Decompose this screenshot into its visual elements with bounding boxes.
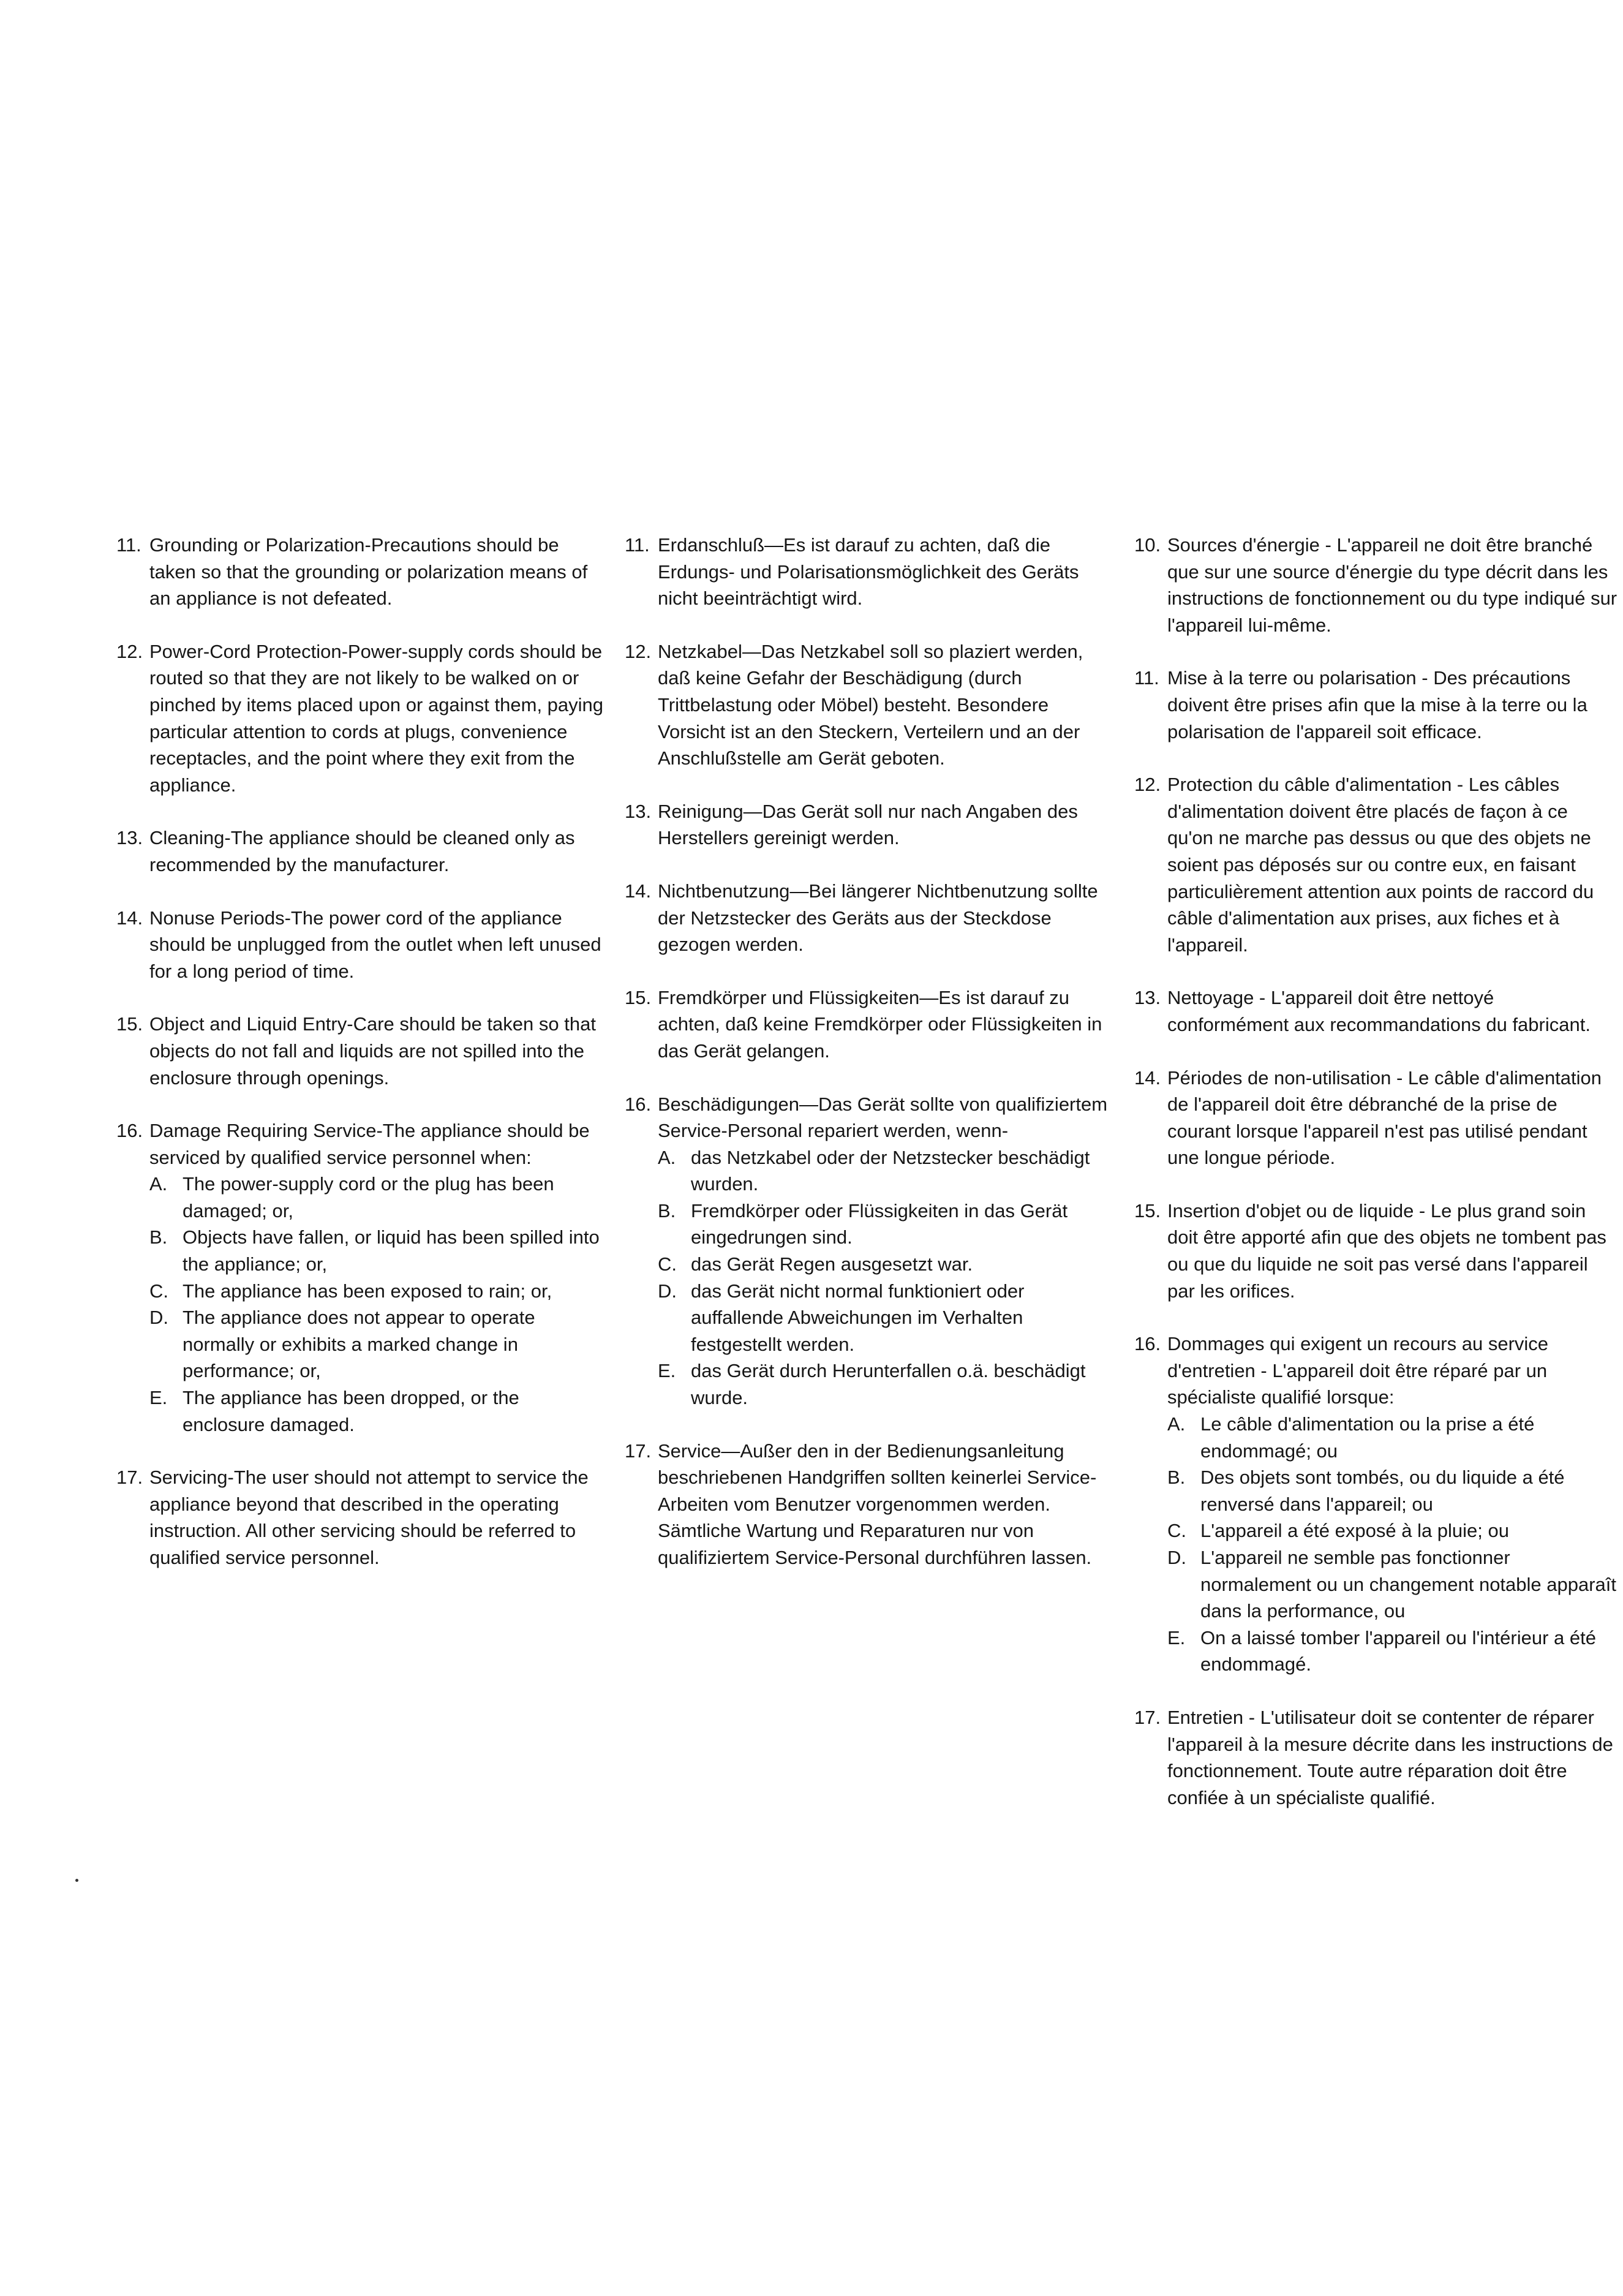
- instruction-text: [1134, 665, 1618, 745]
- sub-letter: E.: [658, 1360, 676, 1382]
- item-text: Sources d'énergie - L'appareil ne doit être branché que sur une source d'énergie du type décrit dans les instructions de fonctionnement ou du type indiqué sur l'appareil lui-même.: [1167, 534, 1617, 636]
- item-number: 15.: [1134, 1199, 1161, 1222]
- instruction-item: [1134, 984, 1618, 1038]
- instruction-text: [625, 1438, 1115, 1571]
- sub-text: das Gerät nicht normal funktioniert oder auffallende Abweichungen im Verhalten festgestellt werden.: [691, 1280, 1025, 1355]
- sub-letter: B.: [658, 1199, 676, 1222]
- item-number: 14.: [1134, 1067, 1161, 1089]
- item-text: Netzkabel—Das Netzkabel soll so plaziert werden, daß keine Gefahr der Beschädigung (durch Trittbelastung oder Möbel) besteht. Besondere Vorsicht ist an den Steckern, Verteilern und an der Anschlußstelle am Gerät geboten.: [658, 640, 1083, 769]
- instruction-text: [116, 1011, 606, 1091]
- instruction-item: [625, 984, 1115, 1065]
- item-text: Nonuse Periods-The power cord of the appliance should be unplugged from the outlet when left unused for a long period of time.: [149, 907, 601, 982]
- item-text: Damage Requiring Service-The appliance should be serviced by qualified service personnel when:: [149, 1120, 590, 1168]
- item-number: 11.: [625, 534, 650, 556]
- sub-item: [625, 1278, 1115, 1358]
- instruction-text: [1134, 532, 1618, 638]
- instruction-item: [625, 1438, 1115, 1571]
- sub-list: [1134, 1411, 1618, 1678]
- sub-item: [1134, 1464, 1618, 1517]
- item-number: 11.: [1134, 667, 1159, 689]
- item-text: Mise à la terre ou polarisation - Des précautions doivent être prises afin que la mise à la terre ou la polarisation de l'appareil soit efficace.: [1167, 667, 1587, 742]
- sub-text: The appliance has been dropped, or the enclosure damaged.: [183, 1387, 519, 1435]
- instruction-item: [116, 1464, 606, 1571]
- sub-item: [625, 1198, 1115, 1251]
- item-number: 13.: [625, 800, 652, 822]
- instruction-text: [1134, 1065, 1618, 1171]
- instruction-text: [625, 798, 1115, 852]
- instruction-item: [1134, 771, 1618, 958]
- item-number: 13.: [116, 827, 143, 849]
- instruction-item: [1134, 1065, 1618, 1171]
- instruction-text: [1134, 1331, 1618, 1411]
- item-number: 15.: [625, 986, 652, 1008]
- item-number: 12.: [1134, 774, 1161, 796]
- sub-text: The power-supply cord or the plug has been damaged; or,: [183, 1173, 554, 1222]
- instruction-item: [1134, 665, 1618, 745]
- sub-text: On a laissé tomber l'appareil ou l'intérieur a été endommagé.: [1200, 1626, 1596, 1675]
- instruction-text: [1134, 1704, 1618, 1811]
- instruction-item: [625, 1091, 1115, 1411]
- instruction-item: [1134, 1704, 1618, 1811]
- sub-text: The appliance does not appear to operate normally or exhibits a marked change in performance; or,: [183, 1307, 535, 1382]
- sub-list: [625, 1144, 1115, 1411]
- item-text: Object and Liquid Entry-Care should be taken so that objects do not fall and liquids are not spilled into the enclosure through openings.: [149, 1013, 596, 1089]
- instruction-item: [116, 638, 606, 799]
- sub-text: Le câble d'alimentation ou la prise a été endommagé; ou: [1200, 1413, 1535, 1462]
- item-text: Protection du câble d'alimentation - Les câbles d'alimentation doivent être placés de façon à ce qu'on ne marche pas dessus ou que des objets ne soient pas déposés sur ou contre eux, en faisant particulièrement attention aux points de raccord du câble d'alimentation aux prises, aux fiches et à l'appareil.: [1167, 774, 1594, 956]
- instruction-text: [1134, 1198, 1618, 1304]
- instruction-text: [116, 905, 606, 985]
- sub-letter: C.: [1167, 1520, 1186, 1542]
- instruction-text: [116, 532, 606, 612]
- sub-item: [1134, 1517, 1618, 1544]
- item-text: Reinigung—Das Gerät soll nur nach Angaben des Herstellers gereinigt werden.: [658, 800, 1078, 849]
- sub-letter: C.: [149, 1280, 168, 1302]
- sub-item: [1134, 1544, 1618, 1625]
- sub-item: [116, 1304, 606, 1384]
- sub-item: [625, 1144, 1115, 1198]
- item-text: Insertion d'objet ou de liquide - Le plus grand soin doit être apporté afin que des objets ne tombent pas ou que du liquide ne soit pas versé dans l'appareil par les orifices.: [1167, 1199, 1606, 1302]
- scan-speck: [75, 1879, 78, 1882]
- item-text: Grounding or Polarization-Precautions should be taken so that the grounding or polarization means of an appliance is not defeated.: [149, 534, 588, 610]
- sub-letter: D.: [1167, 1547, 1186, 1568]
- instruction-text: [116, 638, 606, 799]
- item-number: 12.: [625, 640, 652, 662]
- item-text: Cleaning-The appliance should be cleaned only as recommended by the manufacturer.: [149, 827, 575, 875]
- item-text: Power-Cord Protection-Power-supply cords should be routed so that they are not likely to be walked on or pinched by items placed upon or against them, paying particular attention to cords at plugs, convenience receptacles, and the point where they exit from the appliance.: [149, 640, 604, 796]
- item-number: 14.: [116, 907, 143, 929]
- german-column: [625, 532, 1115, 1598]
- sub-text: Des objets sont tombés, ou du liquide a été renversé dans l'appareil; ou: [1200, 1467, 1565, 1515]
- instruction-item: [116, 1117, 606, 1438]
- sub-item: [1134, 1411, 1618, 1464]
- sub-item: [116, 1224, 606, 1277]
- instruction-item: [1134, 1198, 1618, 1304]
- instruction-item: [625, 532, 1115, 612]
- sub-text: das Gerät Regen ausgesetzt war.: [691, 1253, 973, 1275]
- sub-text: L'appareil ne semble pas fonctionner normalement ou un changement notable apparaît dans la performance, ou: [1200, 1547, 1617, 1622]
- instruction-item: [116, 905, 606, 985]
- item-text: Servicing-The user should not attempt to service the appliance beyond that described in the operating instruction. All other servicing should be referred to qualified service personnel.: [149, 1467, 589, 1568]
- sub-item: [116, 1384, 606, 1438]
- item-text: Erdanschluß—Es ist darauf zu achten, daß die Erdungs- und Polarisationsmöglichkeit des Geräts nicht beeinträchtigt wird.: [658, 534, 1079, 610]
- sub-list: [116, 1171, 606, 1438]
- english-column: [116, 532, 606, 1598]
- item-number: 16.: [1134, 1333, 1161, 1355]
- instruction-item: [116, 532, 606, 612]
- item-number: 13.: [1134, 987, 1161, 1009]
- sub-text: L'appareil a été exposé à la pluie; ou: [1200, 1520, 1510, 1542]
- item-text: Dommages qui exigent un recours au service d'entretien - L'appareil doit être réparé par un spécialiste qualifié lorsque:: [1167, 1333, 1549, 1408]
- instruction-text: [625, 532, 1115, 612]
- sub-letter: C.: [658, 1253, 677, 1275]
- sub-letter: A.: [658, 1146, 676, 1168]
- sub-letter: E.: [149, 1387, 168, 1409]
- sub-letter: A.: [149, 1173, 168, 1195]
- instruction-text: [625, 984, 1115, 1065]
- sub-text: The appliance has been exposed to rain; or,: [183, 1280, 552, 1302]
- sub-letter: E.: [1167, 1626, 1186, 1648]
- instruction-item: [116, 1011, 606, 1091]
- sub-letter: D.: [658, 1280, 677, 1302]
- item-number: 10.: [1134, 534, 1161, 556]
- instruction-text: [625, 1091, 1115, 1144]
- sub-item: [116, 1171, 606, 1224]
- instruction-text: [625, 878, 1115, 958]
- item-number: 11.: [116, 534, 141, 556]
- sub-item: [116, 1278, 606, 1305]
- instruction-text: [625, 638, 1115, 772]
- instruction-text: [116, 1117, 606, 1171]
- sub-letter: D.: [149, 1307, 168, 1329]
- sub-letter: B.: [149, 1226, 168, 1248]
- item-number: 16.: [625, 1093, 652, 1115]
- instruction-item: [116, 825, 606, 878]
- item-number: 12.: [116, 640, 143, 662]
- sub-text: Fremdkörper oder Flüssigkeiten in das Gerät eingedrungen sind.: [691, 1199, 1068, 1248]
- item-number: 14.: [625, 880, 652, 902]
- sub-text: Objects have fallen, or liquid has been spilled into the appliance; or,: [183, 1226, 600, 1275]
- item-text: Entretien - L'utilisateur doit se contenter de réparer l'appareil à la mesure décrite dans les instructions de fonctionnement. Toute autre réparation doit être confiée à un spécialiste qualifié.: [1167, 1706, 1613, 1808]
- sub-item: [1134, 1625, 1618, 1678]
- item-number: 15.: [116, 1013, 143, 1035]
- sub-text: das Netzkabel oder der Netzstecker beschädigt wurden.: [691, 1146, 1090, 1195]
- item-number: 17.: [1134, 1706, 1161, 1728]
- item-text: Beschädigungen—Das Gerät sollte von qualifiziertem Service-Personal repariert werden, wenn-: [658, 1093, 1108, 1142]
- item-number: 16.: [116, 1120, 143, 1142]
- sub-text: das Gerät durch Herunterfallen o.ä. beschädigt wurde.: [691, 1360, 1086, 1409]
- item-text: Nettoyage - L'appareil doit être nettoyé conformément aux recommandations du fabricant.: [1167, 987, 1591, 1035]
- instruction-item: [625, 638, 1115, 772]
- item-text: Service—Außer den in der Bedienungsanleitung beschriebenen Handgriffen sollten keinerlei Service-Arbeiten vom Benutzer vorgenommen werden. Sämtliche Wartung und Reparaturen nur von qualifiziertem Service-Personal durchführen lassen.: [658, 1440, 1097, 1568]
- item-text: Nichtbenutzung—Bei längerer Nichtbenutzung sollte der Netzstecker des Geräts aus der Steckdose gezogen werden.: [658, 880, 1098, 956]
- sub-item: [625, 1358, 1115, 1411]
- instruction-text: [116, 1464, 606, 1571]
- instruction-item: [625, 798, 1115, 852]
- item-text: Fremdkörper und Flüssigkeiten—Es ist darauf zu achten, daß keine Fremdkörper oder Flüssigkeiten in das Gerät gelangen.: [658, 986, 1102, 1062]
- instruction-item: [1134, 1331, 1618, 1678]
- item-number: 17.: [116, 1467, 143, 1489]
- instruction-item: [625, 878, 1115, 958]
- instruction-text: [1134, 771, 1618, 958]
- sub-letter: B.: [1167, 1467, 1186, 1489]
- item-text: Périodes de non-utilisation - Le câble d'alimentation de l'appareil doit être débranché de la prise de courant lorsque l'appareil n'est pas utilisé pendant une longue période.: [1167, 1067, 1602, 1169]
- french-column: [1134, 532, 1618, 1837]
- instruction-item: [1134, 532, 1618, 638]
- sub-item: [625, 1251, 1115, 1278]
- instruction-text: [1134, 984, 1618, 1038]
- sub-letter: A.: [1167, 1413, 1186, 1435]
- item-number: 17.: [625, 1440, 652, 1462]
- instruction-text: [116, 825, 606, 878]
